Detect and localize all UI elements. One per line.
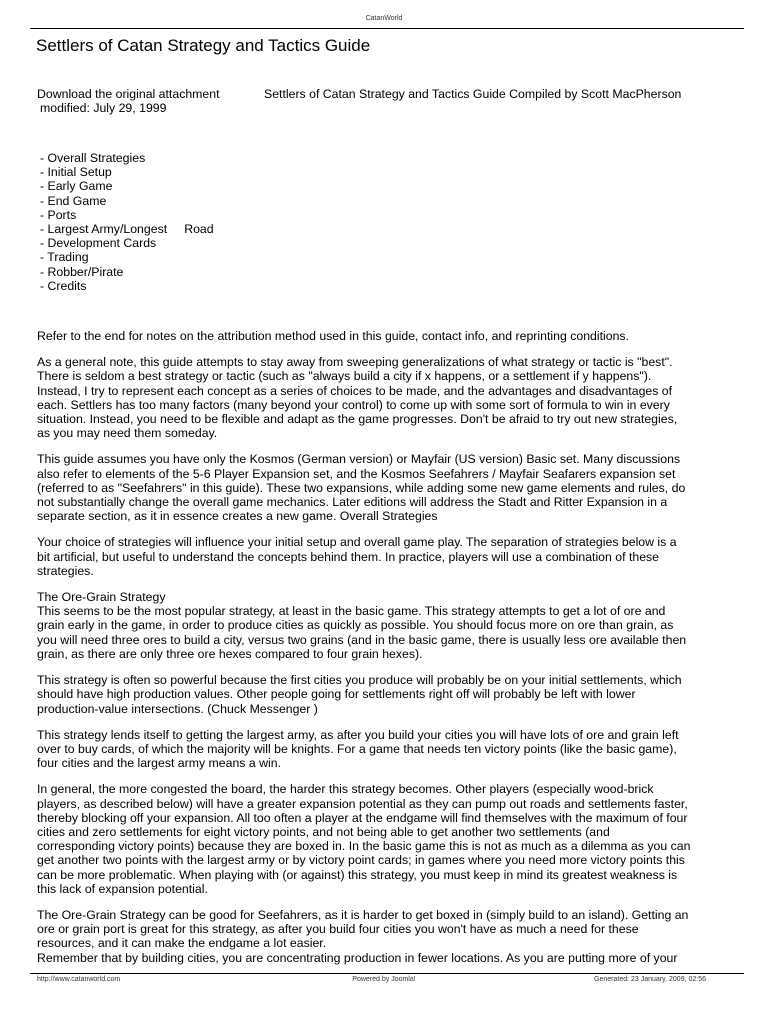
paragraph-line: As a general note, this guide attempts to stay away from sweeping generalizations of what strategy or tactic is "best".	[37, 355, 673, 370]
paragraph-line: production-value intersections. (Chuck Messenger )	[37, 701, 318, 716]
paragraph	[37, 329, 737, 343]
paragraph	[37, 535, 737, 578]
header-rule	[30, 28, 744, 29]
paragraph-line: this lack of expansion potential.	[37, 881, 208, 896]
paragraph-line: This strategy lends itself to getting the largest army, as after you build your cities you will have lots of ore and grain left	[37, 727, 679, 742]
footer-powered-by: Powered by Joomla!	[352, 976, 416, 983]
toc-item: - Ports	[40, 207, 77, 222]
toc-item: - Development Cards	[40, 236, 157, 251]
paragraph-line: thereby blocking off your expansion. All too often a player at the endgame will find themselves with the maximum of four	[37, 810, 688, 825]
toc-item: - Largest Army/Longest Road	[40, 222, 214, 237]
paragraph-line: Your choice of strategies will influence your initial setup and overall game play. The separation of strategies below is a	[37, 535, 677, 550]
toc-item: - Initial Setup	[40, 165, 112, 180]
paragraph-line: Remember that by building cities, you are concentrating production in fewer locations. As you are putting more of your	[37, 950, 678, 965]
paragraph-line: Instead, I try to represent each concept as a series of choices to be made, and the advantages and disadvantages of	[37, 383, 673, 398]
paragraph-line: This seems to be the most popular strategy, at least in the basic game. This strategy attempts to get a lot of ore and	[37, 604, 666, 619]
table-of-contents	[40, 151, 737, 293]
paragraph	[37, 951, 737, 965]
toc-item: - Overall Strategies	[40, 151, 146, 165]
paragraph-line: should have high production values. Other people going for settlements right off will probably be left with lower	[37, 687, 636, 702]
footer-url[interactable]: http://www.catanworld.com	[37, 976, 121, 983]
paragraph	[37, 452, 737, 523]
paragraph-line: not substantially change the overall game mechanics. Later editions will address the Stadt and Ritter Expansion in a	[37, 495, 668, 510]
paragraph-line: Refer to the end for notes on the attribution method used in this guide, contact info, and reprinting conditions.	[37, 329, 629, 344]
attachment-line	[37, 87, 737, 115]
paragraph-line: situation. Instead, you need to be flexible and adapt as the game progresses. Don't be afraid to try out new strategies,	[37, 412, 678, 427]
paragraph-line: grain early in the game, in order to produce cities as quickly as possible. You should focus more on ore than grain, as	[37, 618, 674, 633]
paragraph-line: corresponding victory points) because they are boxed in. In the basic game this is not as much as a dilemma as you can	[37, 839, 691, 854]
paragraph-line: This strategy is often so powerful because the first cities you produce will probably be on your initial settlements, which	[37, 673, 682, 688]
paragraph	[37, 908, 737, 951]
paragraph-list	[37, 329, 737, 965]
toc-item: - Early Game	[40, 179, 113, 194]
toc-item: - End Game	[40, 193, 107, 208]
paragraph-line: (referred to as "Seefahrers" in this guide). These two expansions, while adding some new game elements and rules, do	[37, 480, 686, 495]
paragraph-line: The Ore-Grain Strategy	[37, 590, 166, 605]
paragraph-line: four cities and the largest army means a win.	[37, 756, 281, 771]
paragraph-line: ore or grain port is great for this strategy, as after you build four cities you won't have as much a need for these	[37, 922, 639, 937]
paragraph-line: grain, as there are only three ore hexes compared to four grain hexes).	[37, 646, 423, 661]
footer	[0, 976, 768, 988]
paragraph-line: The Ore-Grain Strategy can be good for Seefahrers, as it is harder to get boxed in (simply build to an island). Getting an	[37, 907, 689, 922]
paragraph	[37, 355, 737, 440]
footer-generated: Generated: 23 January, 2009, 02:56	[594, 976, 706, 983]
paragraph-line: also refer to elements of the 5-6 Player Expansion set, and the Kosmos Seefahrers / Mayfair Seafarers expansion set	[37, 466, 676, 481]
paragraph-line: can be more problematic. When playing with (or against) this strategy, you must keep in mind its greatest weakness is	[37, 867, 678, 882]
paragraph	[37, 728, 737, 771]
paragraph	[37, 590, 737, 661]
page-title: Settlers of Catan Strategy and Tactics Guide	[36, 36, 371, 55]
paragraph-line: each. Settlers has too many factors (many beyond your control) to come up with some sort of formula to win in every	[37, 397, 670, 412]
paragraph-line: resources, and it can make the endgame a lot easier.	[37, 936, 327, 951]
modified-date: modified: July 29, 1999	[40, 101, 167, 115]
paragraph-line: over to buy cards, of which the majority will be knights. For a game that needs ten victory points (like the basic game),	[37, 741, 677, 756]
footer-rule	[30, 973, 744, 974]
paragraph-line: separate section, as it in essence creates a new game. Overall Strategies	[37, 509, 438, 524]
toc-item: - Credits	[40, 278, 87, 293]
paragraph-line: strategies.	[37, 563, 94, 578]
paragraph-line: cities and zero settlements for eight victory points, and not being able to get another two settlements (and	[37, 824, 610, 839]
paragraph-line: players, as described below) will have a greater expansion potential as they can pump out roads and settlements faster,	[37, 796, 688, 811]
paragraph-line: get another two points with the largest army or by victory point cards; in games where you need more victory points this	[37, 853, 685, 868]
article-body	[37, 87, 737, 965]
paragraph	[37, 782, 737, 896]
toc-item: - Robber/Pirate	[40, 264, 124, 279]
paragraph-line: you will need three ores to build a city, versus two grains (and in the basic game, there is usually less ore available then	[37, 632, 687, 647]
paragraph-line: bit artificial, but useful to understand the concepts behind them. In practice, players will use a combination of these	[37, 549, 660, 564]
toc-item: - Trading	[40, 250, 89, 265]
paragraph	[37, 673, 737, 716]
compiled-by-text: Settlers of Catan Strategy and Tactics Guide Compiled by Scott MacPherson	[264, 87, 682, 101]
site-name: CatanWorld	[365, 15, 403, 22]
paragraph-line: as you may need them someday.	[37, 426, 218, 441]
paragraph-line: In general, the more congested the board, the harder this strategy becomes. Other players (especially wood-brick	[37, 782, 654, 797]
paragraph-line: This guide assumes you have only the Kosmos (German version) or Mayfair (US version) Basic set. Many discussions	[37, 452, 681, 467]
paragraph-line: There is seldom a best strategy or tactic (such as "always build a city if x happens, or a settlement if y happens").	[37, 369, 652, 384]
download-attachment-link[interactable]: Download the original attachment	[37, 87, 220, 101]
